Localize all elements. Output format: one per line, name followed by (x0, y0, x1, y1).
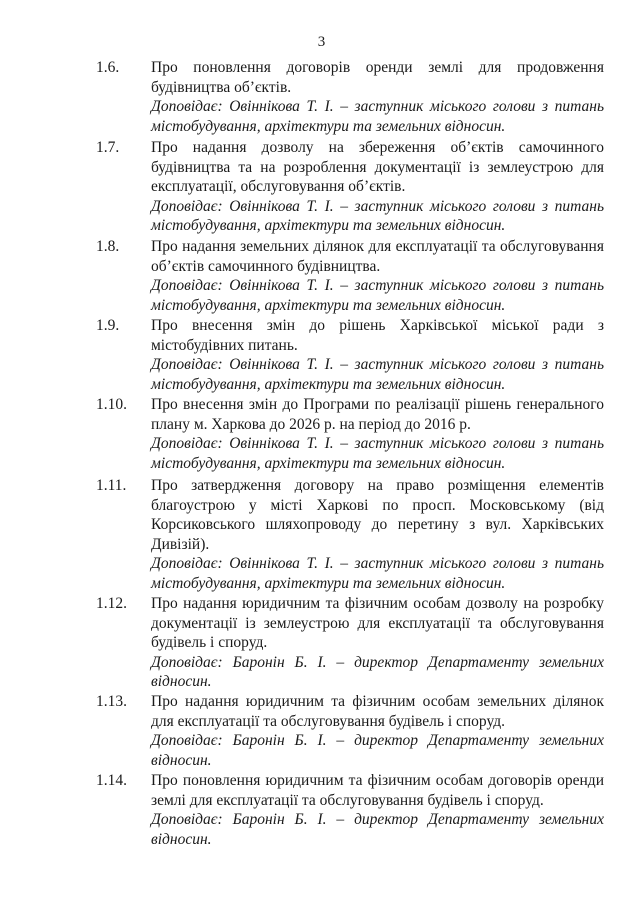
item-title: Про внесення змін до Програми по реалізації рішень генерального плану м. Харкова до 2026 р. на період до 2016 р. (151, 396, 604, 433)
item-number: 1.8. (96, 238, 120, 255)
item-speaker: Доповідає: Овіннікова Т. І. – заступник міського голови з питань містобудування, архітектури та земельних відносин. (151, 555, 604, 592)
item-title: Про надання дозволу на збереження об’єктів самочинного будівництва та на розроблення документації із землеустрою для експлуатації, обслуговування об’єктів. (151, 139, 604, 195)
item-title: Про внесення змін до рішень Харківської міської ради з містобудівних питань. (151, 317, 604, 354)
item-speaker: Доповідає: Овіннікова Т. І. – заступник міського голови з питань містобудування, архітектури та земельних відносин. (151, 435, 604, 472)
item-speaker: Доповідає: Баронін Б. І. – директор Департаменту земельних відносин. (151, 811, 604, 848)
item-body (151, 771, 604, 849)
item-body (151, 316, 604, 394)
item-title: Про затвердження договору на право розміщення елементів благоустрою у місті Харкові по просп. Московському (від Корсиковського шляхопроводу до перетину з вул. Харківських Дивізій). (151, 477, 604, 553)
item-body (151, 692, 604, 770)
item-number: 1.13. (96, 693, 127, 710)
item-title: Про поновлення юридичним та фізичним особам договорів оренди землі для експлуатації та обслуговування будівель і споруд. (151, 772, 604, 809)
item-speaker: Доповідає: Баронін Б. І. – директор Департаменту земельних відносин. (151, 732, 604, 769)
item-body (151, 476, 604, 593)
item-number: 1.12. (96, 595, 127, 612)
item-body (151, 395, 604, 473)
item-title: Про надання юридичним та фізичним особам дозволу на розробку документації із землеустрою для експлуатації та обслуговування будівель і споруд. (151, 595, 604, 651)
item-body (151, 138, 604, 236)
item-body (151, 594, 604, 692)
item-body (151, 58, 604, 136)
item-number: 1.11. (96, 477, 127, 494)
item-title: Про надання земельних ділянок для експлуатації та обслуговування об’єктів самочинного будівництва. (151, 238, 604, 275)
item-number: 1.7. (96, 139, 120, 156)
item-speaker: Доповідає: Овіннікова Т. І. – заступник міського голови з питань містобудування, архітектури та земельних відносин. (151, 98, 604, 135)
item-title: Про надання юридичним та фізичним особам земельних ділянок для експлуатації та обслуговування будівель і споруд. (151, 693, 604, 730)
item-speaker: Доповідає: Баронін Б. І. – директор Департаменту земельних відносин. (151, 653, 604, 690)
item-speaker: Доповідає: Овіннікова Т. І. – заступник міського голови з питань містобудування, архітектури та земельних відносин. (151, 356, 604, 393)
item-number: 1.9. (96, 317, 120, 334)
page-number: 3 (317, 34, 326, 50)
item-number: 1.10. (96, 396, 127, 413)
item-number: 1.6. (96, 59, 120, 76)
item-speaker: Доповідає: Овіннікова Т. І. – заступник міського голови з питань містобудування, архітектури та земельних відносин. (151, 197, 604, 234)
item-number: 1.14. (96, 772, 127, 789)
item-title: Про поновлення договорів оренди землі для продовження будівництва об’єктів. (151, 59, 604, 96)
item-speaker: Доповідає: Овіннікова Т. І. – заступник міського голови з питань містобудування, архітектури та земельних відносин. (151, 277, 604, 314)
item-body (151, 237, 604, 315)
